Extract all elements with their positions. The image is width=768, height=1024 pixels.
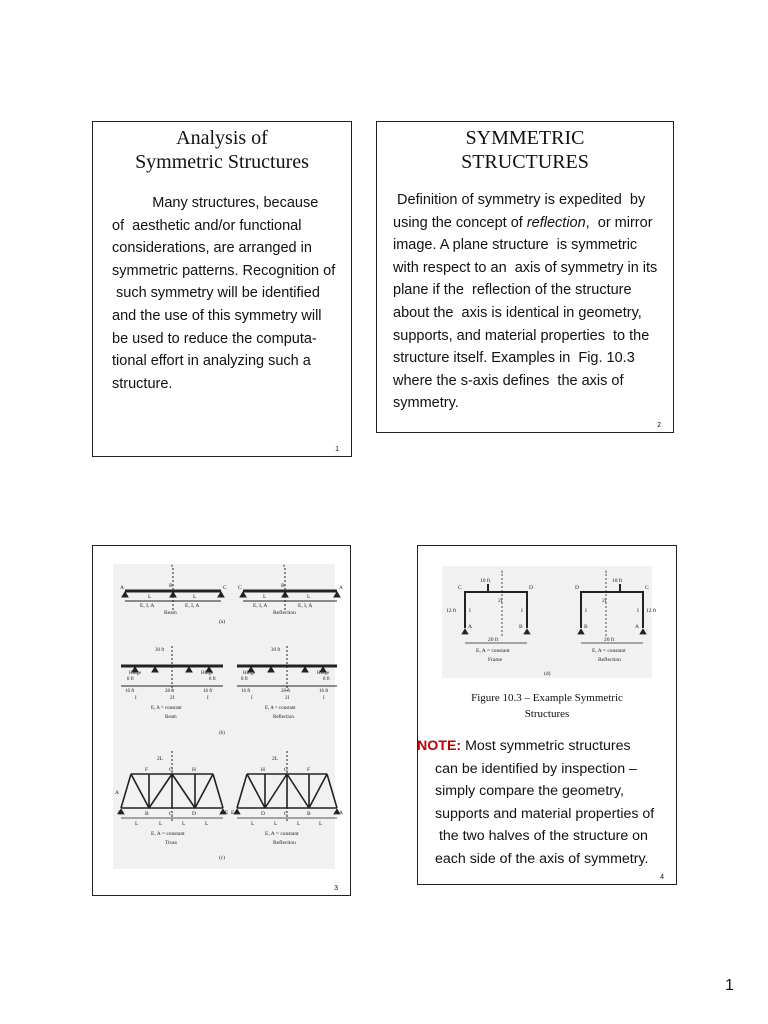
label-D: D — [529, 585, 533, 591]
label-12ft: 12 ft — [646, 608, 657, 614]
slide-2-line: with respect to an axis of symmetry in its — [393, 259, 658, 276]
slide-1-title-line-1: Analysis of — [176, 127, 268, 149]
label-const: E, A = constant — [476, 648, 510, 654]
label-F: F — [145, 767, 149, 773]
label-s: s — [171, 563, 174, 569]
slide-2-title — [377, 126, 673, 174]
slide-2-line-reflection — [393, 212, 657, 235]
slide-2-line: structure itself. Examples in Fig. 10.3 — [393, 350, 635, 367]
note-block — [417, 735, 654, 871]
slide-4 — [417, 545, 677, 885]
note-line-1 — [417, 735, 654, 758]
note-line: the two halves of the structure on — [435, 828, 648, 845]
label-20ft: 20 ft — [488, 637, 499, 643]
slide-2-line: about the axis is identical in geometry, — [393, 304, 642, 321]
label-28ft: 28 ft — [281, 689, 291, 694]
label-L: L — [182, 821, 186, 827]
caption-line-2: Structures — [524, 708, 570, 720]
label-H: H — [261, 767, 265, 773]
label-L: L — [135, 821, 139, 827]
label-eia: E, I, A — [298, 603, 313, 609]
text-run: using the concept of — [393, 214, 527, 231]
slide-1-line: considerations, are arranged in — [112, 240, 312, 257]
label-E: E — [231, 810, 235, 816]
label-F: F — [307, 767, 311, 773]
figure-caption — [418, 690, 676, 722]
label-reflection: Reflection — [273, 610, 296, 616]
note-line: can be identified by inspection – — [435, 760, 637, 777]
label-8ft: 8 ft — [241, 677, 248, 682]
label-A: A — [117, 810, 121, 816]
slide-1-line: of aesthetic and/or functional — [112, 217, 302, 234]
label-eia-const: E, A = constant — [151, 831, 185, 837]
label-hinge: Hinge — [129, 671, 142, 676]
label-eia-const: E, A = constant — [151, 706, 182, 711]
text-run: Most symmetric structures — [461, 738, 631, 754]
slide-1-body — [112, 192, 335, 395]
label-I: I — [521, 608, 523, 614]
label-D: D — [575, 585, 579, 591]
label-beam: Beam — [165, 715, 177, 720]
label-12ft: 12 ft — [446, 608, 457, 614]
label-16ft: 16 ft — [125, 689, 135, 694]
label-reflection: Reflection — [273, 715, 294, 720]
label-28ft: 28 ft — [165, 689, 175, 694]
slide-1 — [92, 121, 352, 457]
slide-1-line: and the use of this symmetry will — [112, 307, 322, 324]
label-2I: 2I — [602, 598, 607, 604]
label-16ft: 16 ft — [319, 689, 329, 694]
label-B: B — [145, 811, 149, 817]
label-I: I — [135, 696, 137, 701]
note-line: supports and material properties of — [435, 805, 655, 822]
label-2L: 2L — [272, 756, 279, 762]
label-s: s — [605, 569, 608, 575]
label-L: L — [319, 821, 323, 827]
slide-1-line: such symmetry will be identified — [112, 285, 320, 302]
label-B: B — [519, 624, 523, 630]
label-E: E — [225, 810, 229, 816]
slide-2-line: image. A plane structure is symmetric — [393, 237, 638, 254]
slide-2-line: symmetry. — [393, 395, 459, 412]
label-2L: 2L — [157, 756, 164, 762]
slide-2-line: plane if the reflection of the structure — [393, 282, 632, 299]
figure-10-3-abc — [93, 546, 350, 895]
label-I: I — [637, 608, 639, 614]
label-C: C — [169, 811, 173, 817]
slide-2-title-line-2: STRUCTURES — [461, 151, 589, 173]
label-L: L — [193, 594, 197, 600]
label-d: (d) — [544, 671, 551, 677]
label-b: (b) — [219, 731, 225, 736]
slide-1-line: symmetric patterns. Recognition of — [112, 262, 336, 279]
slide-4-number: 4 — [660, 874, 664, 881]
label-hinge: Hinge — [317, 671, 330, 676]
slide-1-line: be used to reduce the computa- — [112, 330, 317, 347]
label-10ft: 10 ft — [480, 578, 491, 584]
label-I: I — [251, 696, 253, 701]
label-8ft: 8 ft — [323, 677, 330, 682]
label-B: B — [307, 811, 311, 817]
note-line: each side of the axis of symmetry. — [435, 850, 649, 867]
slide-1-line: tional effort in analyzing such a — [112, 353, 311, 370]
label-const: E, A = constant — [592, 648, 626, 654]
label-reflection: Reflection — [273, 840, 296, 846]
reflection-term: reflection — [526, 214, 586, 231]
label-c: (c) — [219, 855, 226, 861]
label-2I: 2I — [285, 696, 290, 701]
label-I: I — [585, 608, 587, 614]
label-G: G — [284, 767, 288, 773]
label-L: L — [274, 821, 278, 827]
label-s: s — [501, 569, 504, 575]
label-L: L — [307, 594, 311, 600]
label-L: L — [205, 821, 209, 827]
label-hinge: Hinge — [243, 671, 256, 676]
label-I: I — [323, 696, 325, 701]
label-A: A — [120, 585, 124, 591]
label-A: A — [635, 624, 639, 630]
slide-2-body — [393, 189, 657, 415]
label-A: A — [339, 585, 343, 591]
label-eia-const: E, A = constant — [265, 706, 296, 711]
slide-3-number: 3 — [334, 885, 338, 892]
label-beam: Beam — [164, 610, 177, 616]
label-truss: Truss — [165, 840, 178, 846]
label-30ft: 30 ft — [271, 648, 281, 653]
label-eia: E, I, A — [140, 603, 155, 609]
label-hinge: Hinge — [201, 671, 214, 676]
slide-1-number: 1 — [335, 446, 339, 453]
label-2I: 2I — [170, 696, 175, 701]
label-16ft: 16 ft — [241, 689, 251, 694]
slide-2 — [376, 121, 674, 433]
label-eia: E, I, A — [253, 603, 268, 609]
label-20ft: 20 ft — [604, 637, 615, 643]
slide-2-line: supports, and material properties to the — [393, 327, 650, 344]
label-C: C — [223, 585, 227, 591]
figure-10-3-d — [418, 546, 676, 686]
label-B: B — [584, 624, 588, 630]
label-C: C — [284, 811, 288, 817]
label-2I: 2I — [498, 598, 503, 604]
label-A: A — [339, 810, 343, 816]
label-L: L — [297, 821, 301, 827]
label-eia-const: E, A = constant — [265, 831, 299, 837]
label-8ft: 8 ft — [127, 677, 134, 682]
label-B: B — [169, 583, 173, 589]
label-L: L — [148, 594, 152, 600]
label-C: C — [238, 585, 242, 591]
figure-background — [113, 564, 335, 869]
slide-1-title — [93, 126, 351, 174]
label-reflection: Reflection — [598, 657, 621, 663]
label-16ft: 16 ft — [203, 689, 213, 694]
label-H: H — [192, 767, 196, 773]
slide-1-title-line-2: Symmetric Structures — [135, 151, 309, 173]
label-I: I — [207, 696, 209, 701]
label-C: C — [645, 585, 649, 591]
page-number: 1 — [725, 977, 734, 994]
caption-line-1: Figure 10.3 – Example Symmetric — [471, 692, 623, 704]
label-L: L — [263, 594, 267, 600]
slide-1-line: structure. — [112, 375, 173, 392]
label-D: D — [261, 811, 265, 817]
label-8ft: 8 ft — [209, 677, 216, 682]
label-L: L — [159, 821, 163, 827]
slide-3 — [92, 545, 351, 896]
label-D: D — [192, 811, 196, 817]
slide-2-title-line-1: SYMMETRIC — [465, 127, 585, 149]
label-I: I — [469, 608, 471, 614]
label-a: (a) — [219, 619, 226, 625]
label-A: A — [468, 624, 472, 630]
slide-2-line: where the s-axis defines the axis of — [393, 372, 624, 389]
label-s: s — [283, 563, 286, 569]
slide-1-line: Many structures, because — [112, 195, 319, 211]
label-frame: Frame — [488, 657, 503, 663]
label-10ft: 10 ft — [612, 578, 623, 584]
note-line: simply compare the geometry, — [435, 783, 624, 800]
label-L: L — [251, 821, 255, 827]
label-C: C — [458, 585, 462, 591]
text-run: , or mirror — [585, 214, 653, 231]
note-label: NOTE: — [417, 738, 462, 754]
slide-2-number: 2 — [657, 422, 661, 429]
label-B: B — [281, 583, 285, 589]
label-A: A — [115, 790, 119, 796]
slide-2-line: Definition of symmetry is expedited by — [393, 192, 646, 208]
label-30ft: 30 ft — [155, 648, 165, 653]
label-eia: E, I, A — [185, 603, 200, 609]
label-G: G — [169, 767, 173, 773]
